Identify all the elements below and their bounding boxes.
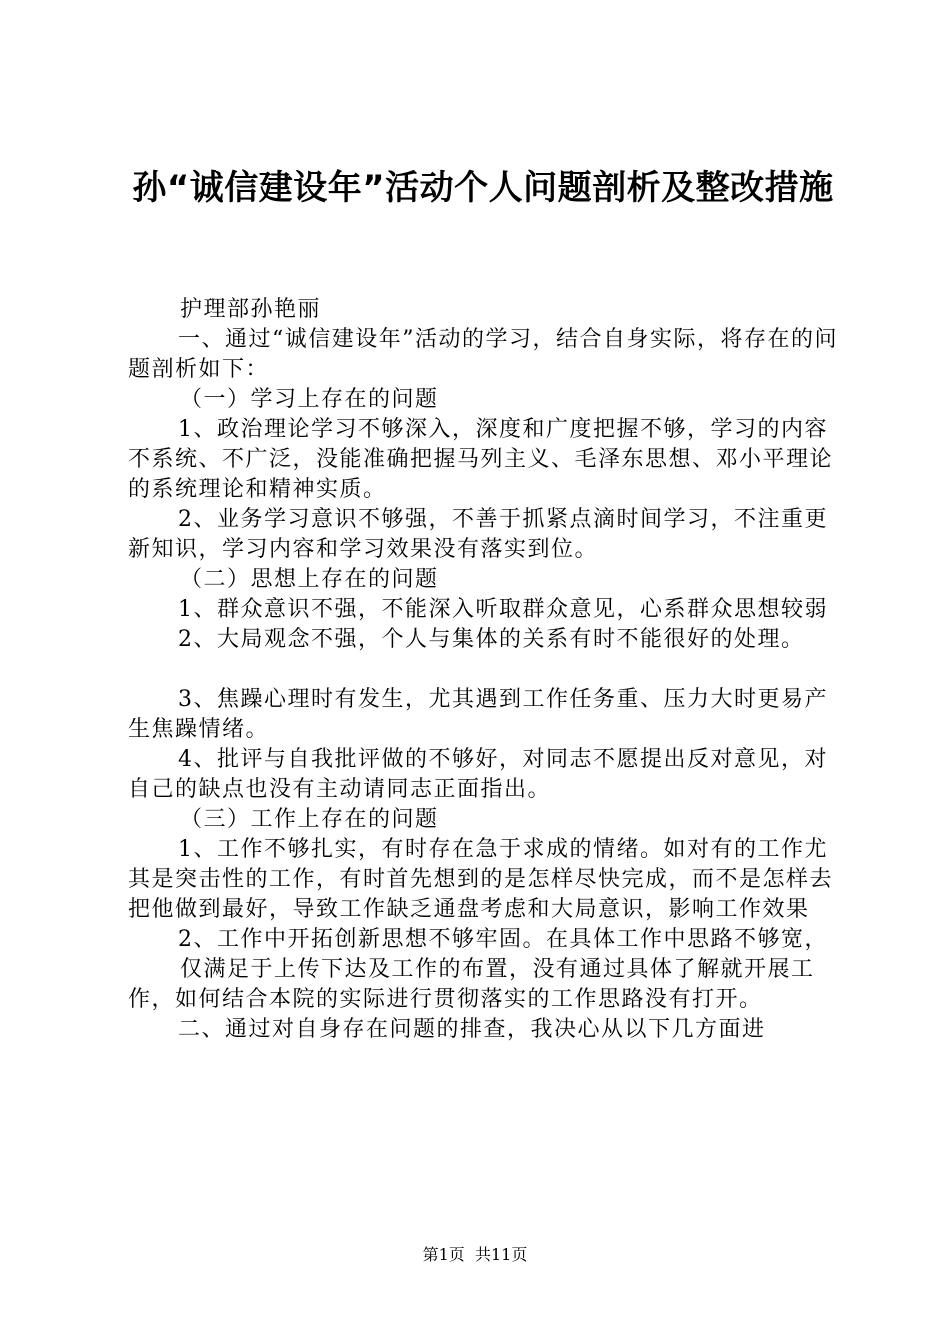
paragraph-item: 4、批评与自我批评做的不够好，对同志不愿提出反对意见，对自己的缺点也没有主动请同志正面指出。: [128, 747, 828, 802]
author-line: 护理部孙艳丽: [180, 297, 322, 322]
page-total: 共11页: [474, 1245, 528, 1264]
document-title: 孙“诚信建设年”活动个人问题剖析及整改措施: [132, 168, 834, 208]
paragraph-item: 2、大局观念不强，个人与集体的关系有时不能很好的处理。: [178, 627, 805, 652]
page-footer: [0, 1244, 950, 1266]
footer-separator: [465, 1245, 475, 1264]
paragraph-item: 3、焦躁心理时有发生，尤其遇到工作任务重、压力大时更易产生焦躁情绪。: [128, 687, 828, 742]
paragraph-item: 1、工作不够扎实，有时存在急于求成的情绪。如对有的工作尤其是突击性的工作，有时首先想到的是怎样尽快完成，而不是怎样去把他做到最好，导致工作缺乏通盘考虑和大局意识，影响工作效果: [128, 837, 834, 922]
paragraph-item: 1、政治理论学习不够深入，深度和广度把握不够，学习的内容不系统、不广泛，没能准确把握马列主义、毛泽东思想、邓小平理论的系统理论和精神实质。: [128, 417, 834, 502]
paragraph-item: 2、业务学习意识不够强，不善于抓紧点滴时间学习，不注重更新知识，学习内容和学习效果没有落实到位。: [128, 507, 828, 562]
section-heading-1: 一、通过“诚信建设年”活动的学习，结合自身实际，将存在的问题剖析如下：: [128, 327, 838, 382]
paragraph-item: 仅满足于上传下达及工作的布置，没有通过具体了解就开展工作，如何结合本院的实际进行贯彻落实的工作思路没有打开。: [128, 957, 815, 1012]
subsection-heading-thought: （二）思想上存在的问题: [180, 567, 439, 592]
blank-line: [128, 655, 838, 685]
document-body: [128, 295, 838, 1045]
section-heading-2: 二、通过对自身存在问题的排查，我决心从以下几方面进: [178, 1017, 766, 1042]
subsection-heading-work: （三）工作上存在的问题: [180, 807, 439, 832]
page-number: 第1页: [422, 1245, 465, 1264]
subsection-heading-study: （一）学习上存在的问题: [180, 387, 439, 412]
paragraph-item: 1、群众意识不强，不能深入听取群众意见，心系群众思想较弱: [178, 597, 828, 622]
paragraph-item: 2、工作中开拓创新思想不够牢固。在具体工作中思路不够宽，: [178, 927, 828, 952]
